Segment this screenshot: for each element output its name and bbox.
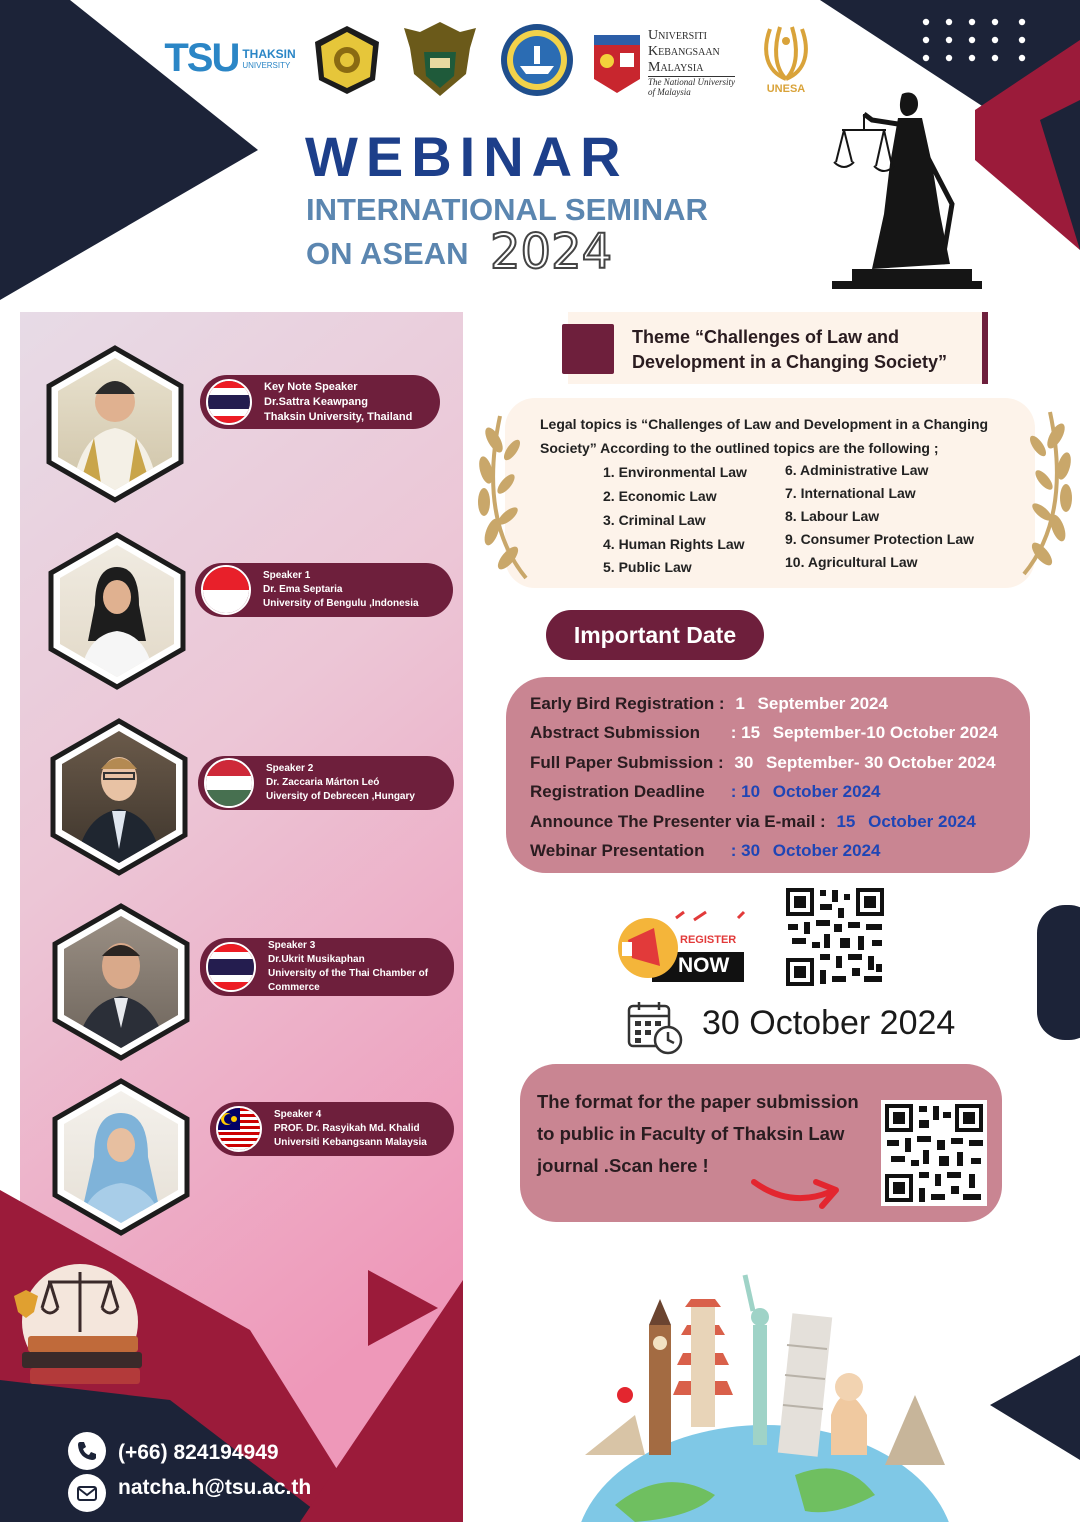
topic-item: 1. Environmental Law	[603, 464, 747, 480]
ukm-line2: Kebangsaan	[648, 43, 720, 59]
laurel-right-icon	[1010, 406, 1080, 578]
crest-logo-3	[498, 22, 576, 98]
date-label: Announce The Presenter via E-mail :	[530, 812, 826, 831]
contact-phone[interactable]: (+66) 824194949	[118, 1441, 279, 1464]
tsu-logo-sub2: UNIVERSITY	[242, 60, 291, 70]
topics-intro-2: Society” According to the outlined topics are the following ;	[540, 440, 939, 456]
date-label: Early Bird Registration :	[530, 694, 725, 713]
speaker-name: Dr. Ema Septaria	[263, 584, 343, 595]
paper-line-1: The format for the paper submission	[537, 1091, 859, 1112]
speaker-affiliation: Uiversity of Debrecen ,Hungary	[266, 791, 415, 802]
ukm-logo	[592, 24, 742, 100]
date-label: Abstract Submission	[530, 723, 701, 742]
title-year: 2024	[490, 224, 613, 280]
register-now-button[interactable]	[614, 910, 754, 988]
speaker-role: Speaker 4	[274, 1109, 322, 1120]
speaker-role: Speaker 1	[263, 570, 311, 581]
lady-justice-illustration	[832, 74, 982, 294]
theme-marker	[562, 324, 614, 374]
speaker-name: Dr. Zaccaria Márton Leó	[266, 777, 380, 788]
topic-item: 2. Economic Law	[603, 488, 717, 504]
event-date: 30 October 2024	[702, 1004, 956, 1042]
date-row	[530, 753, 996, 773]
qr-code-icon	[784, 886, 886, 988]
paper-line-3: journal .Scan here !	[537, 1155, 709, 1176]
subtitle-line-1: INTERNATIONAL SEMINAR	[306, 192, 708, 227]
thailand-flag-icon	[206, 379, 252, 425]
date-day: 30	[734, 753, 754, 772]
important-date-heading: Important Date	[546, 610, 764, 660]
date-value: October 2024	[772, 841, 881, 860]
tsu-logo-sub1: THAKSIN	[242, 46, 296, 61]
unesa-text: UNESA	[766, 83, 806, 95]
date-value: October 2024	[868, 812, 976, 831]
date-day: : 30	[730, 841, 761, 860]
speaker-card	[195, 563, 453, 617]
hungary-flag-icon	[204, 758, 254, 808]
laurel-left-icon	[470, 410, 540, 582]
dot-grid	[922, 18, 1032, 62]
speaker-affiliation: University of Bengulu ,Indonesia	[263, 598, 419, 609]
theme-line-2: Development in a Changing Society”	[632, 352, 948, 372]
topic-item: 6. Administrative Law	[785, 462, 929, 478]
speaker-role: Speaker 3	[268, 940, 316, 951]
calendar-clock-icon	[626, 1000, 684, 1056]
topic-item: 9. Consumer Protection Law	[785, 531, 975, 547]
date-row	[530, 841, 881, 861]
speaker-card	[200, 375, 440, 429]
topics-intro-1: Legal topics is “Challenges of Law and Development in a Changing	[540, 416, 989, 432]
date-day: 1	[735, 694, 745, 713]
speaker-affiliation-2: Commerce	[268, 982, 320, 993]
ukm-line3: Malaysia	[648, 60, 735, 77]
date-label: Registration Deadline	[530, 782, 705, 801]
speaker-card	[210, 1102, 454, 1156]
date-row	[530, 782, 881, 802]
unesa-logo	[750, 16, 822, 100]
ukm-crest-icon	[592, 27, 642, 97]
paper-line-2: to public in Faculty of Thaksin Law	[537, 1123, 845, 1144]
unesa-emblem-icon	[756, 21, 816, 83]
date-day: : 10	[730, 782, 761, 801]
theme-line-1: Theme “Challenges of Law and	[632, 327, 900, 347]
date-value: September-10 October 2024	[772, 723, 998, 742]
date-row	[530, 723, 998, 743]
phone-icon	[68, 1432, 106, 1470]
date-value: October 2024	[772, 782, 881, 801]
speaker-role: Speaker 2	[266, 763, 314, 774]
thailand-flag-icon	[206, 942, 256, 992]
speaker-role: Key Note Speaker	[264, 380, 358, 393]
topic-item: 3. Criminal Law	[603, 512, 706, 528]
speaker-name: Dr.Sattra Keawpang	[264, 395, 368, 408]
register-small-text: REGISTER	[680, 934, 737, 946]
speaker-affiliation: Universiti Kebangsann Malaysia	[274, 1137, 427, 1148]
qr-code-icon	[881, 1100, 987, 1206]
topic-item: 10. Agricultural Law	[785, 554, 918, 570]
tsu-logo-mark: TSU	[164, 35, 239, 80]
speaker-name: PROF. Dr. Rasyikah Md. Khalid	[274, 1123, 420, 1134]
mail-icon	[68, 1474, 106, 1512]
speaker-name: Dr.Ukrit Musikaphan	[268, 954, 365, 965]
register-big-text: NOW	[678, 954, 730, 977]
date-value: September- 30 October 2024	[766, 753, 996, 772]
topic-item: 4. Human Rights Law	[603, 536, 745, 552]
ukm-line5: of Malaysia	[648, 86, 691, 97]
crest-logo-2	[400, 18, 480, 100]
arrow-right-icon	[750, 1168, 842, 1216]
malaysia-flag-icon	[216, 1106, 262, 1152]
crest-logo-1	[313, 24, 381, 96]
tsu-logo	[160, 30, 300, 86]
ukm-line4: The National University	[648, 76, 735, 87]
world-landmarks-illustration	[575, 1255, 955, 1522]
date-value: September 2024	[757, 694, 888, 713]
topic-item: 8. Labour Law	[785, 508, 880, 524]
topic-item: 7. International Law	[785, 485, 916, 501]
date-label: Full Paper Submission :	[530, 753, 724, 772]
date-row	[530, 812, 976, 832]
speaker-card	[200, 938, 454, 996]
ukm-line1: Universiti	[648, 27, 707, 43]
speaker-affiliation: Thaksin University, Thailand	[264, 410, 413, 423]
date-day: : 15	[730, 723, 761, 742]
law-books-illustration	[8, 1262, 158, 1390]
contact-email[interactable]: natcha.h@tsu.ac.th	[118, 1476, 312, 1499]
indonesia-flag-icon	[201, 565, 251, 615]
date-day: 15	[836, 812, 856, 831]
topic-item: 5. Public Law	[603, 559, 692, 575]
paper-qr-code[interactable]	[881, 1100, 987, 1206]
speaker-card	[198, 756, 454, 810]
date-row	[530, 694, 888, 714]
subtitle-line-2: ON ASEAN	[306, 236, 469, 271]
page-title: WEBINAR	[305, 125, 629, 188]
theme-box	[568, 312, 988, 384]
speaker-affiliation: University of the Thai Chamber of	[268, 968, 429, 979]
date-label: Webinar Presentation	[530, 841, 705, 860]
register-qr-code[interactable]	[784, 886, 886, 988]
